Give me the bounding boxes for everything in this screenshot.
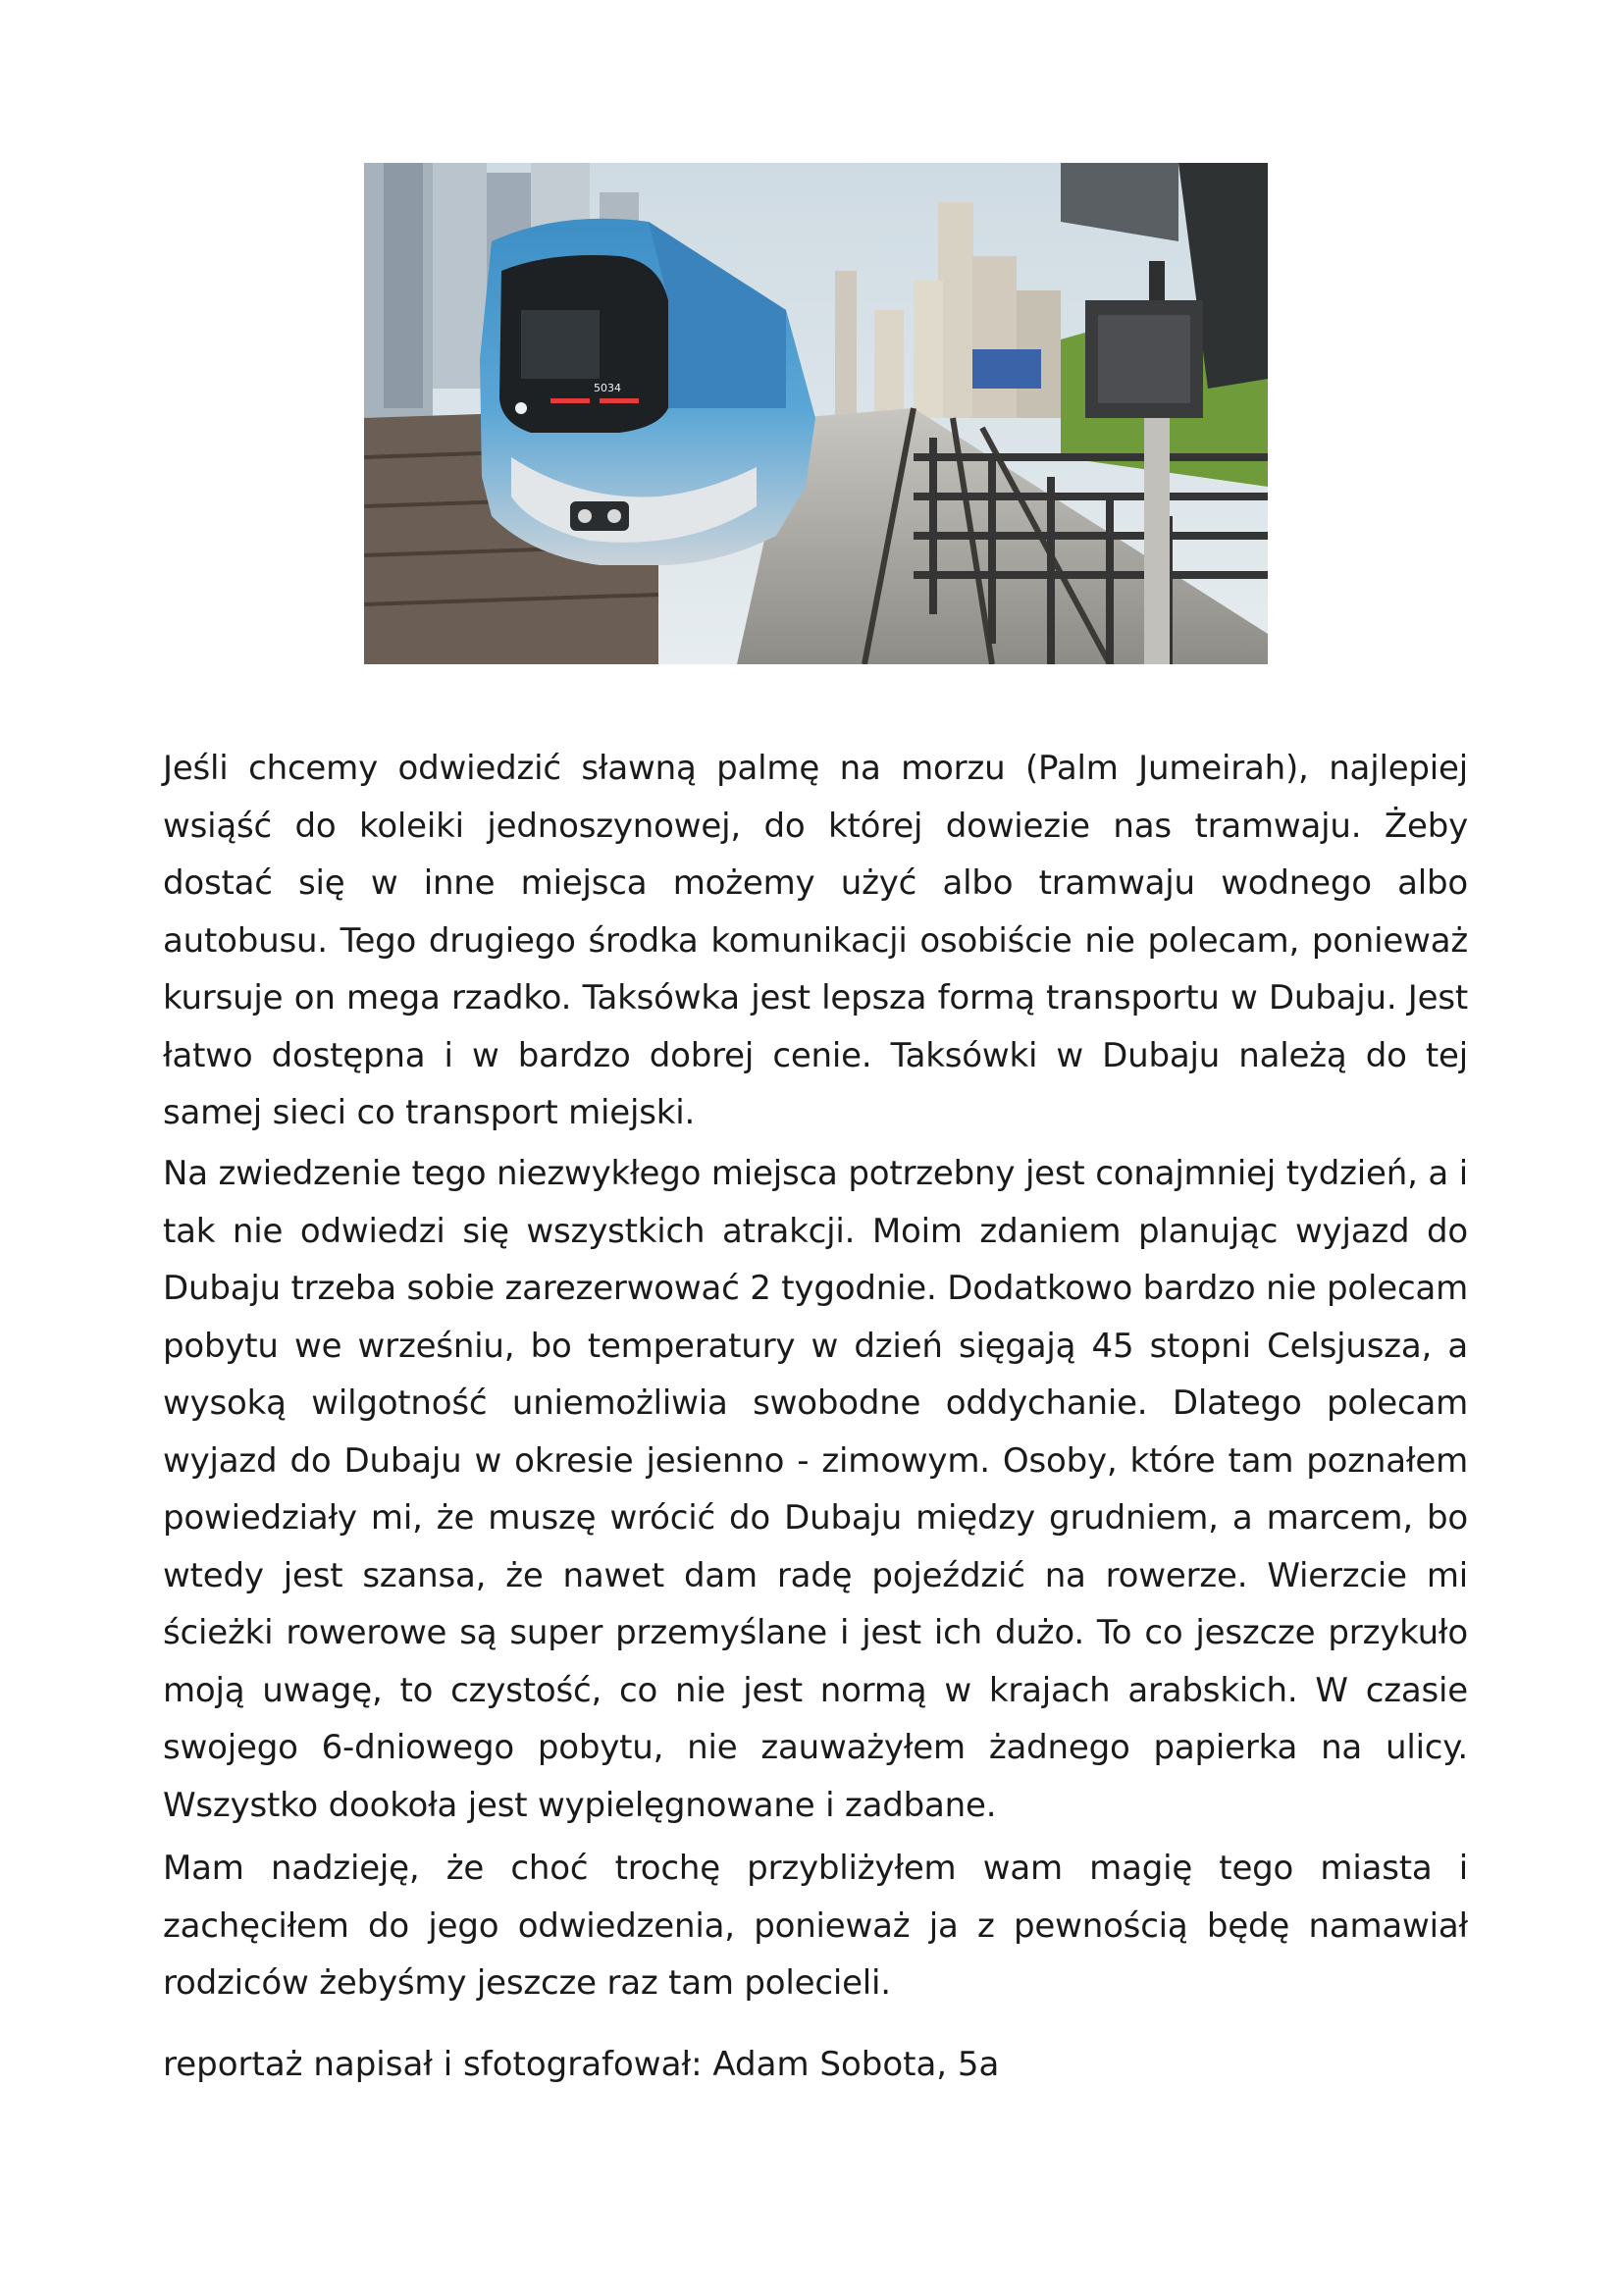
- train-photo-drawing: [364, 163, 1268, 664]
- paragraph-travel-advice: Na zwiedzenie tego niezwykłego miejsca potrzebny jest conajmniej tydzień, a i tak nie odwiedzi się wszystkich atrakcji. Moim zdaniem planując wyjazd do Dubaju trzeba sobie zarezerwować 2 tygodnie. Dodatkowo bardzo nie polecam pobytu we wrześniu, bo temperatury w dzień sięgają 45 stopni Celsjusza, a wysoką wilgotność uniemożliwia swobodne oddychanie. Dlatego polecam wyjazd do Dubaju w okresie jesienno - zimowym. Osoby, które tam poznałem powiedziały mi, że muszę wrócić do Dubaju między grudniem, a marcem, bo wtedy jest szansa, że nawet dam radę pojeździć na rowerze. Wierzcie mi ścieżki rowerowe są super przemyślane i jest ich dużo. To co jeszcze przykuło moją uwagę, to czystość, co nie jest normą w krajach arabskich. W czasie swojego 6-dniowego pobytu, nie zauważyłem żadnego papierka na ulicy. Wszystko dookoła jest wypielęgnowane i zadbane.: [163, 1154, 1469, 1825]
- paragraph-closing: Mam nadzieję, że choć trochę przybliżyłem wam magię tego miasta i zachęciłem do jego odwiedzenia, ponieważ ja z pewnością będę namawiał rodziców żebyśmy jeszcze raz tam polecieli.: [163, 1849, 1468, 2003]
- author-signature: reportaż napisał i sfotografował: Adam Sobota, 5a: [163, 2045, 1000, 2084]
- paragraph-transport: Jeśli chcemy odwiedzić sławną palmę na morzu (Palm Jumeirah), najlepiej wsiąść do koleiki jednoszynowej, do której dowiezie nas tramwaju. Żeby dostać się w inne miejsca możemy użyć albo tramwaju wodnego albo autobusu. Tego drugiego środka komunikacji osobiście nie polecam, ponieważ kursuje on mega rzadko. Taksówka jest lepsza formą transportu w Dubaju. Jest łatwo dostępna i w bardzo dobrej cenie. Taksówki w Dubaju należą do tej samej sieci co transport miejski.: [163, 749, 1468, 1132]
- train-photo: [364, 163, 1268, 664]
- train-number: 5034: [594, 382, 621, 394]
